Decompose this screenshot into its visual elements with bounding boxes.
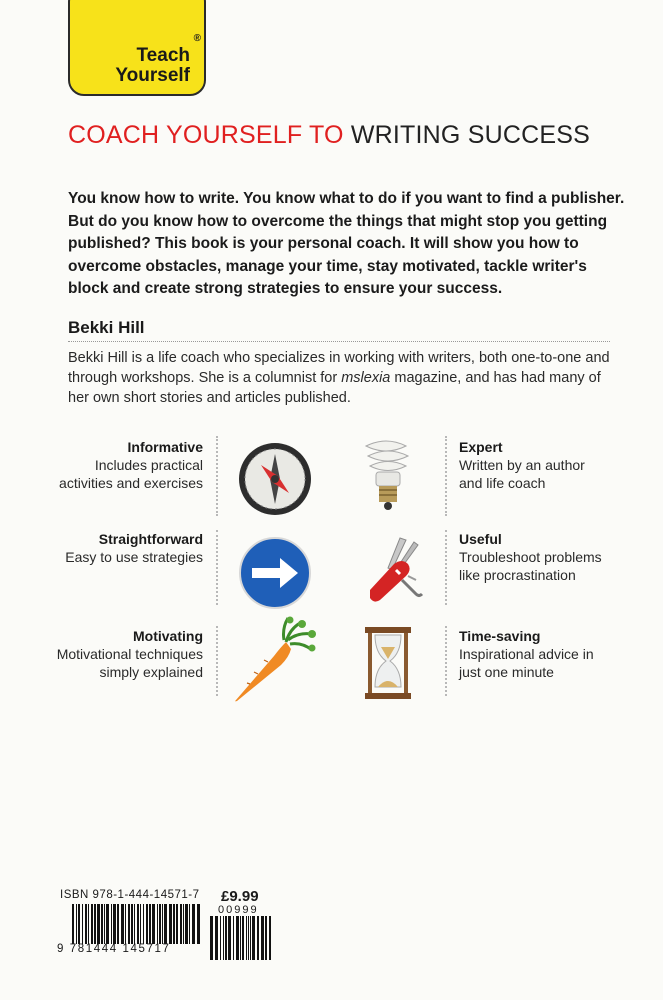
barcode-bar: [88, 904, 89, 944]
barcode-bar: [192, 904, 195, 944]
barcode-bar: [240, 916, 241, 960]
barcode-bar: [252, 916, 255, 960]
barcode-bar: [257, 916, 259, 960]
feature-title: Motivating: [133, 628, 203, 644]
author-name: Bekki Hill: [68, 318, 145, 337]
bio-text-2: magazine, and has had many of her own short stories and articles published.: [68, 370, 601, 406]
feature-desc: Easy to use strategies: [65, 549, 203, 565]
barcode-bar: [265, 916, 267, 960]
isbn: ISBN 978-1-444-14571-7: [60, 889, 200, 901]
headline-red: COACH YOURSELF TO: [68, 121, 344, 149]
barcode-bar: [97, 904, 100, 944]
logo-text: [115, 46, 190, 86]
barcode-bar: [180, 904, 182, 944]
barcode-bar: [113, 904, 116, 944]
feature-desc: Troubleshoot problems like procrastination: [459, 549, 602, 583]
barcode-bar: [173, 904, 175, 944]
barcode-bar: [149, 904, 151, 944]
bio-magazine: mslexia: [341, 370, 391, 386]
feature-title: Informative: [127, 439, 203, 455]
feature-straightforward: [53, 530, 203, 566]
barcode-bar: [246, 916, 247, 960]
barcode-bar: [185, 904, 188, 944]
barcode-bar: [76, 904, 77, 944]
barcode-bar: [106, 904, 109, 944]
barcode-bar: [140, 904, 141, 944]
teach-yourself-logo: [68, 0, 206, 96]
blurb: You know how to write. You know what to do if you want to find a publisher. But do you know how to overcome the things that might stop you getting published? This book is your personal coach. It will show you how to overcome obstacles, manage your time, stay motivated, tackle writer's block and create strong strategies to ensure your success.: [68, 190, 625, 297]
barcode-bar: [210, 916, 213, 960]
barcode-bar: [146, 904, 148, 944]
feature-motivating: [53, 627, 203, 681]
price-barcode: [210, 916, 272, 960]
compass-icon: [236, 440, 314, 518]
feature-title: Expert: [459, 439, 503, 455]
author-bio: [68, 348, 616, 408]
barcode-bar: [233, 916, 234, 960]
logo-line-1: Teach: [136, 45, 190, 66]
feature-time-saving: [459, 627, 609, 681]
barcode-bar: [143, 904, 144, 944]
separator: [445, 530, 447, 605]
separator: [445, 436, 447, 516]
feature-informative: [53, 438, 203, 492]
barcode-bar: [157, 904, 158, 944]
feature-useful: [459, 530, 609, 584]
separator: [216, 530, 218, 605]
isbn-barcode: [72, 904, 200, 944]
barcode-bar: [183, 904, 184, 944]
barcode-bar: [104, 904, 105, 944]
barcode-bar: [162, 904, 163, 944]
barcode-bar: [125, 904, 126, 944]
barcode-bar: [128, 904, 130, 944]
headline: [68, 121, 590, 150]
barcode-bar: [131, 904, 133, 944]
barcode-bar: [169, 904, 172, 944]
feature-expert: [459, 438, 609, 492]
author-divider: [68, 341, 610, 342]
barcode-bar: [220, 916, 221, 960]
barcode-bar: [250, 916, 251, 960]
barcode-bar: [121, 904, 124, 944]
barcode-bar: [78, 904, 80, 944]
barcode-bar: [225, 916, 227, 960]
barcode-bar: [164, 904, 167, 944]
bio-text-1: Bekki Hill is a life coach who specializes in working with writers, both one-to-one and through workshops. She is a columnist for: [68, 350, 610, 386]
feature-desc: Includes practical activities and exercises: [59, 457, 203, 491]
feature-desc: Motivational techniques simply explained: [56, 646, 203, 680]
barcode-bar: [236, 916, 239, 960]
barcode-bar: [137, 904, 139, 944]
feature-title: Time-saving: [459, 628, 541, 644]
barcode-bar: [134, 904, 135, 944]
barcode-bar: [189, 904, 190, 944]
barcode-bar: [152, 904, 155, 944]
barcode-bar: [223, 916, 224, 960]
carrot-icon: [228, 616, 323, 704]
pocket-knife-icon: [356, 530, 434, 608]
barcode-bar: [261, 916, 264, 960]
barcode-bar: [82, 904, 83, 944]
separator: [216, 436, 218, 516]
barcode-bar: [111, 904, 112, 944]
feature-title: Useful: [459, 531, 502, 547]
direction-sign-icon: [238, 536, 312, 610]
barcode-bar: [269, 916, 271, 960]
separator: [216, 626, 218, 696]
barcode-bar: [248, 916, 249, 960]
hourglass-icon: [363, 625, 413, 701]
barcode-bar: [91, 904, 93, 944]
feature-title: Straightforward: [98, 531, 203, 547]
barcode-bar: [72, 904, 74, 944]
registered-mark: ®: [193, 33, 201, 44]
barcode-bar: [176, 904, 178, 944]
price: £9.99: [221, 888, 259, 905]
barcode-bar: [159, 904, 161, 944]
lightbulb-icon: [356, 432, 418, 514]
feature-desc: Inspirational advice in just one minute: [459, 646, 594, 680]
logo-line-2: Yourself: [115, 65, 190, 86]
barcode-bar: [242, 916, 244, 960]
price-barcode-digits: 00999: [218, 904, 259, 916]
separator: [445, 626, 447, 696]
headline-black: WRITING SUCCESS: [343, 121, 590, 149]
barcode-bar: [215, 916, 218, 960]
barcode-bar: [101, 904, 103, 944]
feature-desc: Written by an author and life coach: [459, 457, 585, 491]
barcode-bar: [85, 904, 87, 944]
barcode-digits: 9 781444 145717: [57, 943, 171, 955]
barcode-bar: [117, 904, 119, 944]
barcode-bar: [228, 916, 231, 960]
barcode-bar: [94, 904, 96, 944]
barcode-bar: [197, 904, 200, 944]
